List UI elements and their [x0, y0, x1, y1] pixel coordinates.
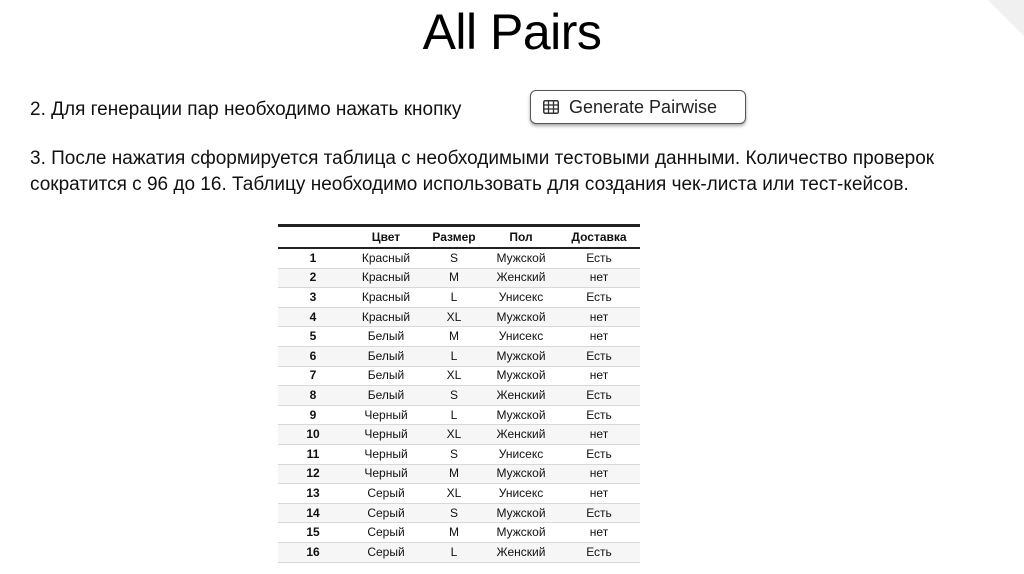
table-row — [278, 464, 640, 484]
column-header-color: Цвет — [348, 226, 424, 249]
cell-color: Белый — [348, 366, 424, 386]
cell-number: 16 — [278, 542, 348, 562]
cell-delivery: Есть — [558, 503, 640, 523]
cell-size: XL — [424, 307, 484, 327]
column-header-sex: Пол — [484, 226, 558, 249]
page-title: All Pairs — [422, 4, 602, 60]
cell-size: XL — [424, 425, 484, 445]
cell-number: 11 — [278, 444, 348, 464]
cell-sex: Унисекс — [484, 288, 558, 308]
table-row — [278, 307, 640, 327]
cell-size: M — [424, 327, 484, 347]
cell-size: M — [424, 464, 484, 484]
cell-number: 7 — [278, 366, 348, 386]
table-header-row — [278, 226, 640, 249]
column-header-size: Размер — [424, 226, 484, 249]
pairwise-table — [278, 224, 640, 563]
cell-size: M — [424, 523, 484, 543]
cell-sex: Мужской — [484, 248, 558, 268]
cell-size: L — [424, 542, 484, 562]
cell-color: Черный — [348, 405, 424, 425]
cell-number: 14 — [278, 503, 348, 523]
cell-number: 1 — [278, 248, 348, 268]
cell-size: M — [424, 268, 484, 288]
generate-pairwise-button-label: Generate Pairwise — [569, 96, 718, 117]
cell-number: 6 — [278, 346, 348, 366]
cell-delivery: нет — [558, 268, 640, 288]
cell-color: Черный — [348, 444, 424, 464]
cell-number: 12 — [278, 464, 348, 484]
generate-pairwise-button[interactable] — [530, 90, 746, 124]
cell-size: L — [424, 346, 484, 366]
cell-size: S — [424, 444, 484, 464]
table-row — [278, 503, 640, 523]
cell-color: Черный — [348, 425, 424, 445]
table-row — [278, 268, 640, 288]
cell-delivery: нет — [558, 425, 640, 445]
cell-delivery: Есть — [558, 288, 640, 308]
cell-size: L — [424, 288, 484, 308]
table-row — [278, 444, 640, 464]
cell-color: Белый — [348, 346, 424, 366]
step-2-text: 2. Для генерации пар необходимо нажать кнопку — [30, 99, 462, 120]
table-row — [278, 425, 640, 445]
cell-color: Красный — [348, 248, 424, 268]
cell-size: S — [424, 248, 484, 268]
table-row — [278, 386, 640, 406]
cell-color: Серый — [348, 503, 424, 523]
cell-delivery: нет — [558, 307, 640, 327]
cell-color: Серый — [348, 484, 424, 504]
cell-delivery: нет — [558, 327, 640, 347]
table-row — [278, 542, 640, 562]
cell-number: 10 — [278, 425, 348, 445]
cell-delivery: Есть — [558, 346, 640, 366]
cell-sex: Мужской — [484, 464, 558, 484]
table-icon — [543, 100, 559, 114]
cell-sex: Мужской — [484, 405, 558, 425]
cell-color: Красный — [348, 288, 424, 308]
table-row — [278, 288, 640, 308]
cell-sex: Мужской — [484, 307, 558, 327]
cell-number: 13 — [278, 484, 348, 504]
cell-sex: Женский — [484, 268, 558, 288]
cell-sex: Мужской — [484, 523, 558, 543]
cell-color: Красный — [348, 268, 424, 288]
cell-delivery: Есть — [558, 444, 640, 464]
cell-sex: Женский — [484, 425, 558, 445]
cell-color: Серый — [348, 523, 424, 543]
cell-color: Белый — [348, 386, 424, 406]
cell-delivery: нет — [558, 366, 640, 386]
cell-number: 8 — [278, 386, 348, 406]
cell-number: 5 — [278, 327, 348, 347]
column-header-delivery: Доставка — [558, 226, 640, 249]
cell-number: 15 — [278, 523, 348, 543]
cell-delivery: Есть — [558, 405, 640, 425]
cell-delivery: нет — [558, 484, 640, 504]
cell-sex: Унисекс — [484, 444, 558, 464]
table-row — [278, 346, 640, 366]
cell-size: L — [424, 405, 484, 425]
cell-number: 4 — [278, 307, 348, 327]
cell-sex: Женский — [484, 386, 558, 406]
cell-sex: Унисекс — [484, 327, 558, 347]
cell-number: 2 — [278, 268, 348, 288]
table-row — [278, 484, 640, 504]
cell-color: Красный — [348, 307, 424, 327]
cell-number: 9 — [278, 405, 348, 425]
cell-size: XL — [424, 484, 484, 504]
cell-sex: Мужской — [484, 503, 558, 523]
cell-number: 3 — [278, 288, 348, 308]
step-3-text: 3. После нажатия сформируется таблица с необходимыми тестовыми данными. Количество проверок сократится с 96 до 16. Таблицу необходимо использовать для создания чек-листа или тест-кейсов. — [30, 148, 935, 195]
cell-color: Черный — [348, 464, 424, 484]
table-row — [278, 405, 640, 425]
cell-color: Серый — [348, 542, 424, 562]
cell-sex: Женский — [484, 542, 558, 562]
cell-size: S — [424, 503, 484, 523]
cell-size: S — [424, 386, 484, 406]
column-header-number — [278, 226, 348, 249]
table-row — [278, 248, 640, 268]
table-row — [278, 327, 640, 347]
cell-delivery: Есть — [558, 248, 640, 268]
cell-delivery: нет — [558, 464, 640, 484]
cell-sex: Унисекс — [484, 484, 558, 504]
cell-delivery: Есть — [558, 386, 640, 406]
cell-delivery: нет — [558, 523, 640, 543]
cell-delivery: Есть — [558, 542, 640, 562]
cell-sex: Мужской — [484, 366, 558, 386]
table-row — [278, 366, 640, 386]
cell-size: XL — [424, 366, 484, 386]
cell-sex: Мужской — [484, 346, 558, 366]
table-row — [278, 523, 640, 543]
cell-color: Белый — [348, 327, 424, 347]
